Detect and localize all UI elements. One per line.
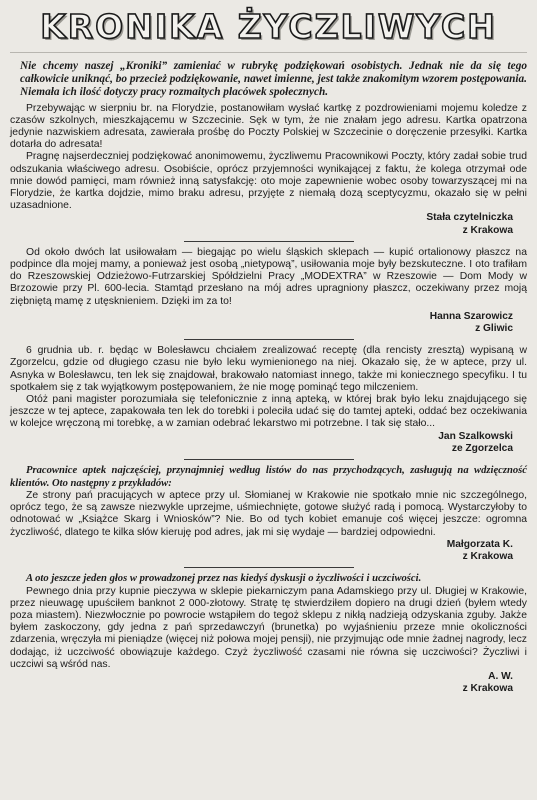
signature-name: Hanna Szarowicz <box>429 310 513 322</box>
article-body <box>10 53 527 695</box>
letter-paragraph: Od około dwóch lat usiłowałam — biegając po wielu śląskich sklepach — kupić ortalionowy płaszcz na podpince dla mojej mamy, a ponieważ jest osobą „nietypową”, usiłowania moje były bezskuteczne. I oto trafiłam do Rzeszowskiej Odzieżowo-Futrzarskiej Spółdzielni Pracy „MODEXTRA” w Rzeszowie — Dom Mody w Brzozowie przy Pl. 600-lecia. Stamtąd przesłano na mój adres upragniony płaszcz, oczekiwany przez moją ziębniętą mamę z utęsknieniem. Dzięki im za to! <box>10 246 527 307</box>
signature-name: Jan Szalkowski <box>438 430 513 442</box>
letter-paragraph: Otóż pani magister porozumiała się telefonicznie z inną apteką, w której brak było leku znajdującego się jeszcze w tej aptece, zapakowała ten lek do torebki i poleciła udać się do tamtej apteki, oddać bez oczekiwania w kolejce wręczoną mi torebkę, a w zamian odebrać lekarstwo mi potrzebne. I tak się stało... <box>10 394 527 430</box>
letter-5 <box>10 573 527 695</box>
signature-place: z Krakowa <box>462 683 513 695</box>
section-divider <box>184 339 354 340</box>
section-divider <box>184 241 354 242</box>
letter-paragraph: Przebywając w sierpniu br. na Florydzie, postanowiłam wysłać kartkę z pozdrowieniami mojemu koledze z czasów szkolnych, mieszkającemu w Szczecinie. Sęk w tym, że nie znałam jego adresu. Kartka opatrzona jedynie nazwiskiem adresata, zawierała prośbę do Poczty Polskiej w Szczecinie o doręczenie przesyłki. Kartka dotarła do adresata! <box>10 102 527 151</box>
letter-3 <box>10 345 527 455</box>
signature-place: z Gliwic <box>475 323 513 335</box>
intro-paragraph: Nie chcemy naszej „Kroniki” zamieniać w rubrykę podziękowań osobistych. Jednak nie da się tego całkowicie uniknąć, bo przecież podziękowanie, nawet imienne, jest także znakomitym wzorem postępowania. Niemała ich ilość dotyczy pracy rozmaitych placówek społecznych. <box>20 60 527 99</box>
section-divider <box>184 567 354 568</box>
letter-paragraph: Ze strony pań pracujących w aptece przy ul. Słomianej w Krakowie nie spotkało mnie nic szczególnego, oprócz tego, że są zawsze niezwykle uprzejme, uśmiechnięte, gotowe służyć radą i pomocą. Wystarczyłoby to odnotować w „Książce Skarg i Wniosków”? Nie. Bo od tych kobiet emanuje coś więcej jeszcze: ogromna życzliwość, dlatego te kilka słów kieruję pod adres, jak mi się wydaje — bardziej odpowiedni. <box>10 489 527 538</box>
letter-2 <box>10 247 527 335</box>
editorial-lead: Pracownice aptek najczęściej, przynajmniej według listów do nas przychodzących, zasługują na wdzięczność klientów. Oto następny z przykładów: <box>10 465 527 489</box>
signature-place: ze Zgorzelca <box>451 442 513 454</box>
signature-place: z Krakowa <box>462 550 513 562</box>
masthead-title: KRONIKA ŻYCZLIWYCH <box>40 6 497 46</box>
letter-4 <box>10 465 527 563</box>
signature-place: z Krakowa <box>462 224 513 236</box>
section-divider <box>184 459 354 460</box>
letter-paragraph: 6 grudnia ub. r. będąc w Bolesławcu chciałem zrealizować receptę (dla rencisty zresztą) wypisaną w Zgorzelcu, gdzie od długiego czasu nie było leku wymienionego na niej. Okazało się, że w aptece, przy ul. Asnyka w Bolesławcu, ten lek się znajdował, brakowało natomiast innego, także mi koniecznego specyfiku. I tu spotkałem się z tak wyjątkowym postępowaniem, że nie mogę pominąć tego milczeniem. <box>10 345 527 393</box>
signature-name: A. W. <box>488 670 513 682</box>
masthead <box>10 0 527 53</box>
signature-name: Małgorzata K. <box>446 538 513 550</box>
letter-1 <box>10 103 527 237</box>
signature-name: Stała czytelniczka <box>426 212 513 224</box>
letter-paragraph: Pragnę najserdeczniej podziękować anonimowemu, życzliwemu Pracownikowi Poczty, który zadał sobie trud odszukania właściwego adresu. Osobiście, oprócz przyjemności wynikającej z faktu, że kolega otrzymał ode mnie dowód pamięci, mam również inną satysfakcję: oto moje zapewnienie wobec osoby towarzyszącej mi na Florydzie, że kartka dojdzie, mimo braku adresu, przyjęte z niemałą dozą sceptycyzmu, okazało się w pełni uzasadnione. <box>10 151 527 212</box>
editorial-lead: A oto jeszcze jeden głos w prowadzonej przez nas kiedyś dyskusji o życzliwości i uczciwości. <box>26 573 422 585</box>
letter-paragraph: Pewnego dnia przy kupnie pieczywa w sklepie piekarniczym pana Adamskiego przy ul. Długiej w Krakowie, przez nieuwagę upuściłem banknot 2 000-złotowy. Stratę tę stwierdziłem dopiero na drugi dzień (byłem wtedy poza miastem). Niezwłocznie po powrocie wstąpiłem do tegoż sklepu z nikłą nadzieją odzyskania zguby. Jakże byłem zaskoczony, gdy jedna z pań sprzedawczyń (brunetka) po wyjaśnieniu przeze mnie okoliczności zdarzenia, wręczyła mi pieniądze (więcej niż połowa mojej pensji), nie przyjmując ode mnie żadnej nagrody, lecz dodając, iż uczciwość obowiązuje każdego. Czyż życzliwość czasami nie równa się uczciwości? Życzliwi i uczciwi są wśród nas. <box>10 585 527 670</box>
